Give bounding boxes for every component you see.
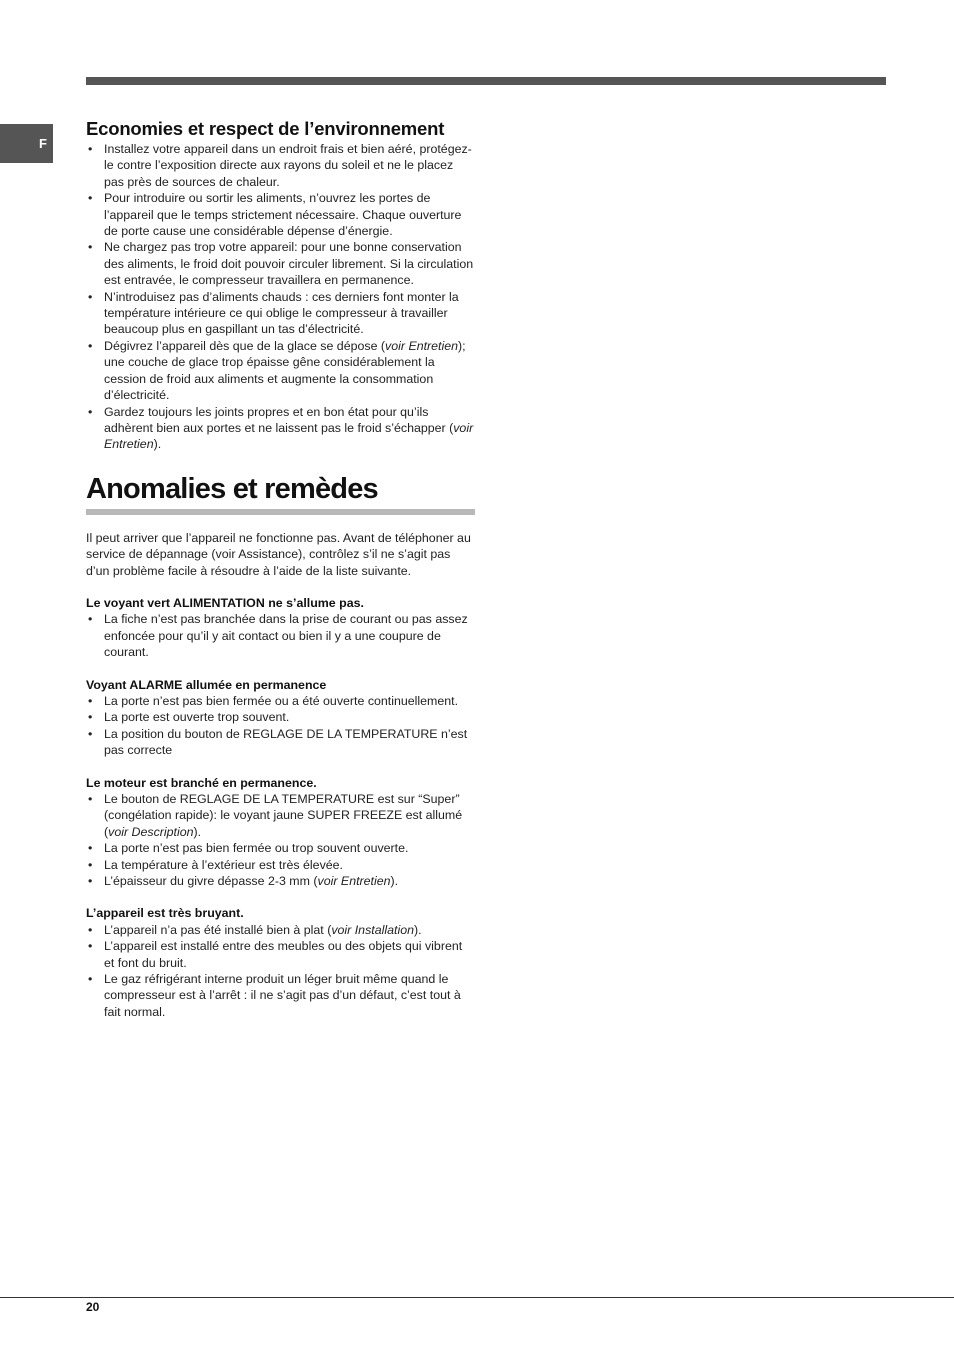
problem-heading: Le voyant vert ALIMENTATION ne s’allume pas.	[86, 595, 364, 610]
list-item: • La fiche n’est pas branchée dans la prise de courant ou pas assez enfoncée pour qu’il y ait contact ou bien il y a une coupure de courant.	[86, 611, 475, 660]
problem-heading: Le moteur est branché en permanence.	[86, 775, 317, 790]
cross-reference: voir Entretien	[104, 420, 474, 452]
list-item: • Installez votre appareil dans un endroit frais et bien aéré, protégez-le contre l’exposition directe aux rayons du soleil et ne le placez pas près de sources de chaleur.	[86, 141, 475, 190]
list-item: • La porte est ouverte trop souvent.	[86, 709, 475, 725]
header-rule	[86, 77, 886, 85]
cross-reference: voir Entretien	[317, 874, 391, 889]
cross-reference: voir Description	[108, 824, 194, 839]
section-title-anomalies: Anomalies et remèdes	[86, 471, 475, 515]
content-column	[86, 117, 475, 1020]
list-item: • L’épaisseur du givre dépasse 2-3 mm (voir Entretien).	[86, 873, 475, 889]
list-item: • Gardez toujours les joints propres et en bon état pour qu’ils adhèrent bien aux portes et ne laissent pas le froid s’échapper (voir Entretien).	[86, 404, 475, 453]
anomalies-groups	[86, 595, 475, 1020]
list-item: • L’appareil n’a pas été installé bien à plat (voir Installation).	[86, 922, 475, 938]
language-tab	[0, 124, 53, 163]
list-item: • La position du bouton de REGLAGE DE LA TEMPERATURE n’est pas correcte	[86, 726, 475, 759]
problem-heading: Voyant ALARME allumée en permanence	[86, 677, 327, 692]
remedy-list	[86, 693, 475, 759]
list-item: • N’introduisez pas d’aliments chauds : ces derniers font monter la température intérieure ce qui oblige le compresseur à travailler beaucoup plus en gaspillant un tas d’électricité.	[86, 289, 475, 338]
list-item: • Le gaz réfrigérant interne produit un léger bruit même quand le compresseur est à l’arrêt : il ne s’agit pas d’un défaut, c’est tout à fait normal.	[86, 971, 475, 1020]
list-item: • Dégivrez l’appareil dès que de la glace se dépose (voir Entretien); une couche de glace trop épaisse gêne considérablement la cession de froid aux aliments et augmente la consommation d’électricité.	[86, 338, 475, 404]
anomalies-intro: Il peut arriver que l’appareil ne fonctionne pas. Avant de téléphoner au service de dépannage (voir Assistance), contrôlez s’il ne s’agit pas d’un problème facile à résoudre à l’aide de la liste suivante.	[86, 530, 471, 578]
list-item: • La température à l’extérieur est très élevée.	[86, 857, 475, 873]
list-item: • Le bouton de REGLAGE DE LA TEMPERATURE est sur “Super” (congélation rapide): le voyant jaune SUPER FREEZE est allumé (voir Description).	[86, 791, 475, 840]
list-item: • L’appareil est installé entre des meubles ou des objets qui vibrent et font du bruit.	[86, 938, 475, 971]
remedy-list	[86, 611, 475, 660]
remedy-list	[86, 791, 475, 889]
cross-reference: voir Installation	[331, 922, 414, 937]
list-item: • Pour introduire ou sortir les aliments, n’ouvrez les portes de l’appareil que le temps strictement nécessaire. Chaque ouverture de porte cause une considérable dépense d’énergie.	[86, 190, 475, 239]
section-title-economies: Economies et respect de l’environnement	[86, 118, 445, 139]
problem-heading: L’appareil est très bruyant.	[86, 906, 244, 921]
page-number: 20	[86, 1300, 100, 1314]
list-item: • Ne chargez pas trop votre appareil: pour une bonne conservation des aliments, le froid doit pouvoir circuler librement. Si la circulation est entravée, le compresseur travaillera en permanence.	[86, 239, 475, 288]
economies-list	[86, 141, 475, 453]
remedy-list	[86, 922, 475, 1020]
list-item: • La porte n’est pas bien fermée ou a été ouverte continuellement.	[86, 693, 475, 709]
cross-reference: voir Entretien	[385, 338, 459, 353]
language-code: F	[39, 136, 47, 151]
list-item: • La porte n’est pas bien fermée ou trop souvent ouverte.	[86, 840, 475, 856]
footer-rule	[0, 1297, 954, 1298]
